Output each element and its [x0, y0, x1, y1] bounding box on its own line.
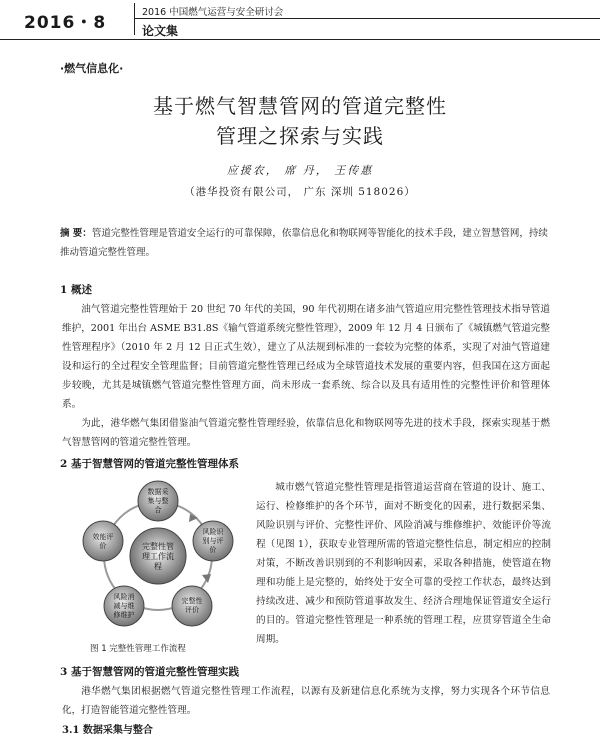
- node-label: 减与维: [113, 602, 135, 610]
- node-data-collection: [138, 481, 178, 521]
- page-title-line1: 基于燃气智慧管网的管道完整性: [153, 94, 447, 118]
- abstract-label: 摘 要：: [60, 228, 92, 239]
- page-title-line2: 管理之探索与实践: [216, 124, 384, 148]
- section-1-paragraph-1: 油气管道完整性管理始于 20 世纪 70 年代的美国，90 年代初期在诸多油气管道应用完整性管理技术指导管道维护，2001 年出台 ASME B31.8S《输气管道系统完整性管理》，2009 年 12 月 4 日颁布了《城镇燃气管道完整性管理程序》（2010 年 2 月 12 日正式生效），建立了从法规到标准的一套较为完整的体系，实现了对油气管道建设和运行的全过程安全管理监督；目前管道完整性管理已经成为全球管道技术发展的重要内容，但我国在这方面起步较晚，尤其是城镇燃气管道完整性管理方面，尚未形成一套系统、综合以及具有适用性的完整性评价和管理体系。: [62, 304, 550, 410]
- node-label: 数据采: [147, 488, 169, 496]
- center-label-3: 程: [154, 562, 162, 571]
- center-label-1: 完整性管: [142, 542, 174, 551]
- section-1-paragraph-2: 为此，港华燃气集团借鉴油气管道完整性管理经验，依靠信息化和物联网等先进的技术手段，探索实现基于燃气智慧管网的管道完整性管理。: [62, 418, 550, 448]
- node-label: 修维护: [113, 611, 135, 619]
- section-1-heading: 1 概述: [60, 284, 92, 296]
- section-3-heading: 3 基于智慧管网的管道完整性管理实践: [60, 666, 239, 678]
- abstract: [60, 224, 550, 262]
- node-label: 完整性: [181, 597, 203, 605]
- node-label: 价: [209, 546, 217, 554]
- node-label: 合: [154, 506, 162, 514]
- node-label: 别与评: [202, 537, 224, 545]
- header-rule-top: [134, 18, 600, 19]
- node-label: 效能评: [92, 533, 114, 541]
- figure-caption: 图 1 完整性管理工作流程: [90, 644, 186, 654]
- section-3-1-heading: 3.1 数据采集与整合: [62, 725, 153, 736]
- authors: 应援农， 席 丹， 王传惠: [226, 164, 374, 177]
- header-divider: [134, 3, 135, 35]
- node-label: 评价: [185, 606, 199, 614]
- node-label: 风险消: [113, 593, 135, 601]
- node-label: 价: [99, 542, 107, 550]
- workflow-diagram: [68, 474, 248, 634]
- header-book: 论文集: [142, 24, 179, 38]
- node-label: 风险识: [202, 528, 224, 536]
- section-2-heading: 2 基于智慧管网的管道完整性管理体系: [60, 458, 239, 470]
- affiliation: （港华投资有限公司， 广东 深圳 518026）: [184, 186, 416, 198]
- node-risk-assessment: [193, 521, 233, 561]
- node-label: 集与整: [147, 497, 169, 505]
- abstract-text: 管道完整性管理是管道安全运行的可靠保障，依靠信息化和物联网等智能化的技术手段，建立智慧管网，持续推动管道完整性管理。: [60, 228, 548, 258]
- node-integrity-evaluation: [172, 586, 212, 626]
- section-3-paragraph-1: 港华燃气集团根据燃气管道完整性管理工作流程，以源有及新建信息化系统为支撑，努力实现各个环节信息化，打造智能管道完整性管理。: [62, 686, 550, 716]
- header-conference: 2016 中国燃气运营与安全研讨会: [142, 7, 284, 18]
- header-rule-bottom: [0, 39, 600, 40]
- section-tag: ·燃气信息化·: [60, 62, 124, 75]
- node-risk-mitigation: [104, 586, 144, 626]
- center-label-2: 理工作流: [142, 552, 174, 561]
- node-effectiveness-evaluation: [83, 521, 123, 561]
- header-year: 2016・8: [24, 13, 107, 33]
- section-2-paragraph-1: 城市燃气管道完整性管理是指管道运营商在管道的设计、施工、运行、检修维护的各个环节，面对不断变化的因素，进行数据采集、风险识别与评价、完整性评价、风险消减与维修维护、效能评价等流程（见图 1），获取专业管理所需的管道完整性信息，制定相应的控制对策，不断改善识别到的不利影响因素，采取各种措施，使管道在物理和功能上是完整的，始终处于安全可靠的受控工作状态，最终达到持续改进、减少和预防管道事故发生、经济合理地保证管道安全运行的目的。管道完整性管理是一种系统的管理工程，应贯穿管道全生命周期。: [256, 482, 551, 645]
